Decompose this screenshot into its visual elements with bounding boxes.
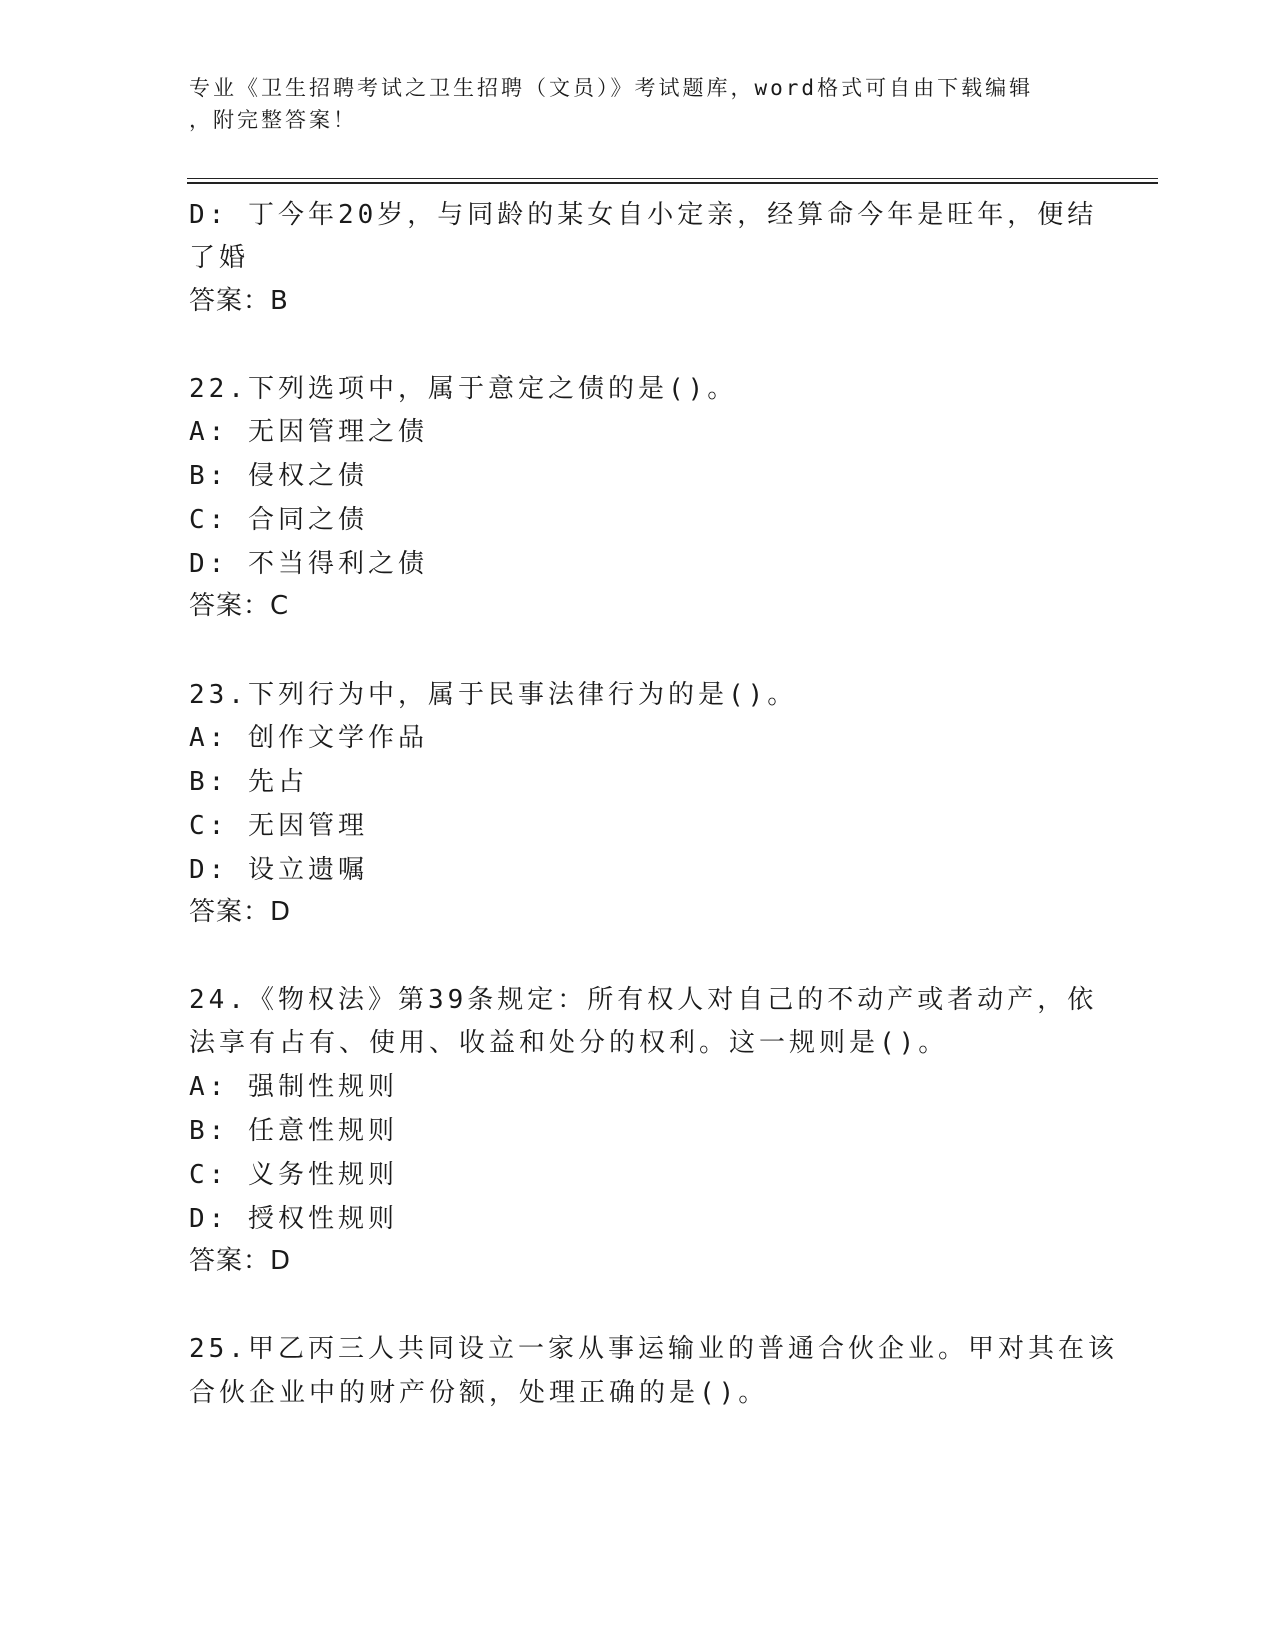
q22-option-c: C: 合同之债	[189, 505, 368, 535]
q23-option-b: B: 先占	[189, 767, 308, 797]
q24-option-a: A: 强制性规则	[189, 1072, 398, 1102]
q24-answer: 答案：D	[189, 1246, 292, 1276]
q23-stem: 23.下列行为中，属于民事法律行为的是()。	[189, 680, 798, 710]
q22-option-d: D: 不当得利之债	[189, 549, 428, 579]
q21-option-d: D: 丁今年20岁，与同龄的某女自小定亲，经算命今年是旺年，便结	[189, 200, 1098, 230]
q21-answer: 答案：B	[189, 286, 289, 316]
q23-answer: 答案：D	[189, 897, 292, 927]
q22-answer: 答案：C	[189, 591, 290, 621]
q23-option-a: A: 创作文学作品	[189, 723, 428, 753]
q22-option-b: B: 侵权之债	[189, 461, 368, 491]
header-divider-thick	[187, 182, 1158, 184]
header-divider-thin	[187, 178, 1158, 179]
document-header	[189, 72, 1089, 136]
q25-stem: 25.甲乙丙三人共同设立一家从事运输业的普通合伙企业。甲对其在该	[189, 1334, 1118, 1364]
q24-stem-cont: 法享有占有、使用、收益和处分的权利。这一规则是()。	[189, 1028, 949, 1058]
q24-option-c: C: 义务性规则	[189, 1160, 398, 1190]
q24-stem: 24.《物权法》第39条规定：所有权人对自己的不动产或者动产，依	[189, 985, 1098, 1015]
q24-option-d: D: 授权性规则	[189, 1204, 398, 1234]
header-title-line-1: 专业《卫生招聘考试之卫生招聘（文员）》考试题库，word格式可自由下载编辑	[189, 76, 1034, 100]
q22-option-a: A: 无因管理之债	[189, 417, 428, 447]
q23-option-c: C: 无因管理	[189, 811, 368, 841]
q23-option-d: D: 设立遗嘱	[189, 855, 368, 885]
header-title-line-2: ，附完整答案！	[189, 108, 357, 132]
q25-stem-cont: 合伙企业中的财产份额，处理正确的是()。	[189, 1378, 769, 1408]
q21-option-d-cont: 了婚	[189, 243, 250, 273]
q24-option-b: B: 任意性规则	[189, 1116, 398, 1146]
q22-stem: 22.下列选项中，属于意定之债的是()。	[189, 374, 738, 404]
